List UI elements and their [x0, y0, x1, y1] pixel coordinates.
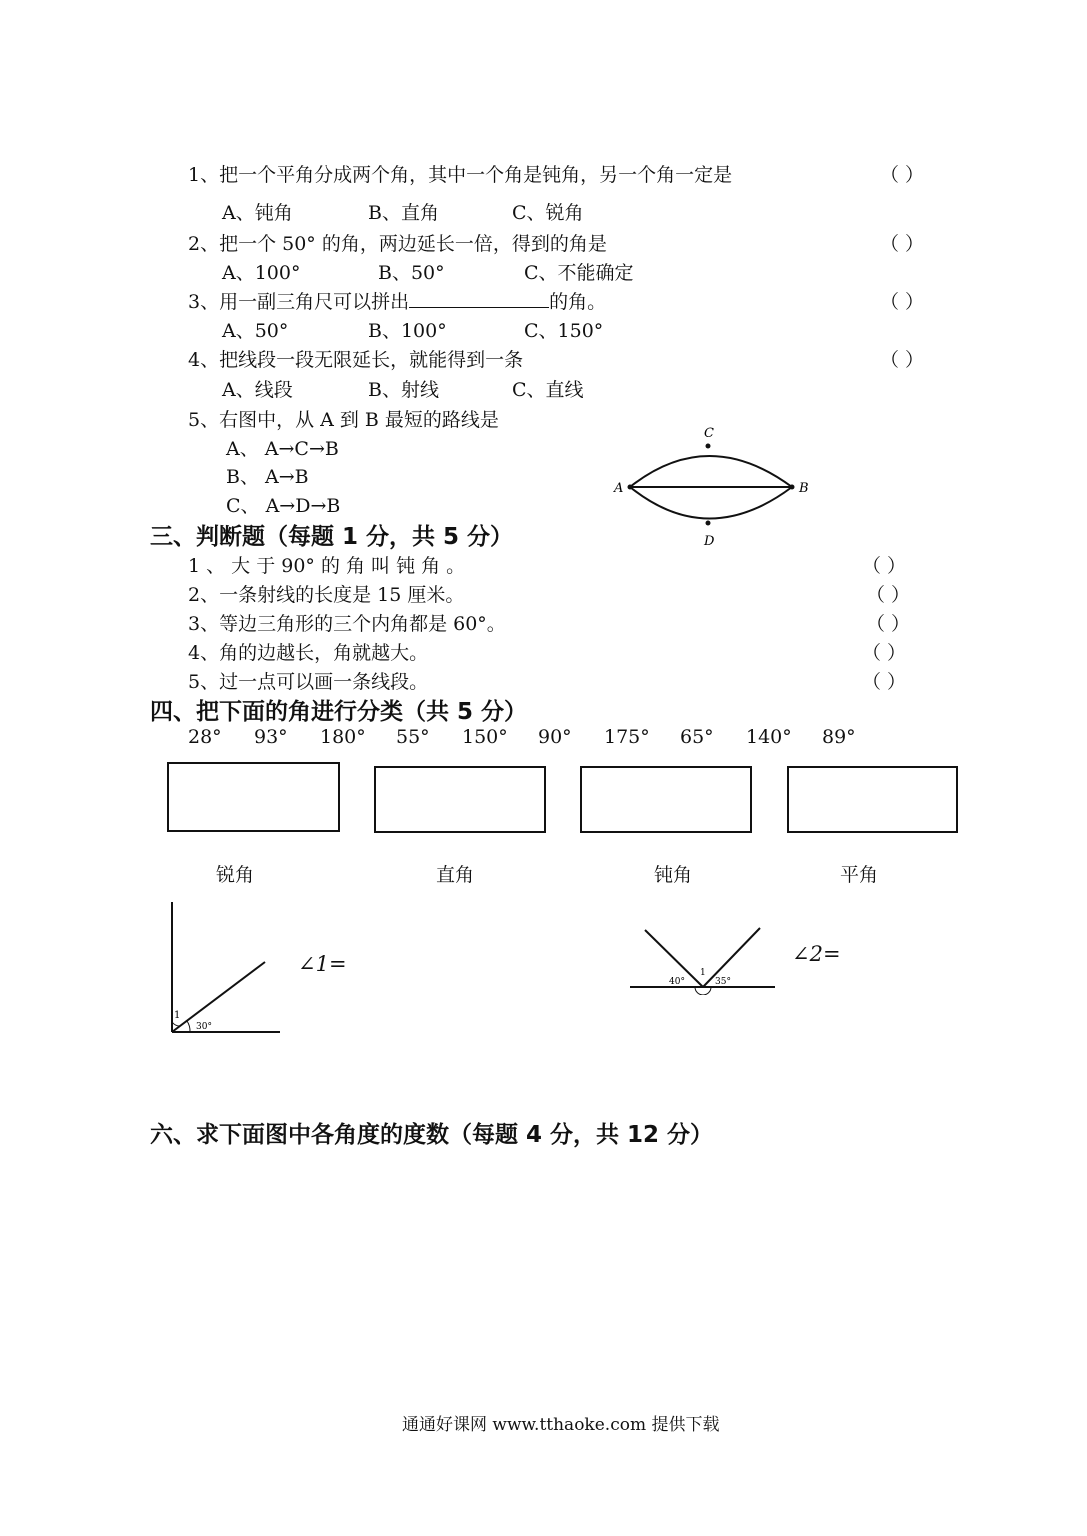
q1-option-b[interactable]: B、直角 [368, 202, 439, 224]
point-b [790, 485, 795, 490]
label-a: A [614, 481, 624, 496]
category-acute: 锐角 [216, 864, 255, 886]
angle-2-answer[interactable]: ∠2= [792, 942, 841, 966]
answer-paren-4[interactable]: （ ） [880, 349, 925, 371]
page-footer: 通通好课网 www.tthaoke.com 提供下载 [402, 1415, 720, 1435]
judge-paren-3[interactable]: （ ） [866, 613, 911, 635]
answer-blank[interactable] [409, 289, 549, 308]
classify-box-right[interactable] [374, 766, 546, 833]
route-figure [605, 415, 820, 550]
judge-paren-4[interactable]: （ ） [862, 642, 907, 664]
angle-value: 140° [746, 726, 792, 748]
angle-35-label: 35° [715, 977, 731, 987]
right-ray [703, 928, 760, 987]
angle-value: 93° [254, 726, 288, 748]
answer-paren-2[interactable]: （ ） [880, 233, 925, 255]
q3-option-c[interactable]: C、150° [524, 320, 604, 342]
angle-value: 89° [822, 726, 856, 748]
angle-1-label: 1 [174, 1010, 181, 1021]
angle-value: 28° [188, 726, 222, 748]
question-3-before: 3、用一副三角尺可以拼出 [188, 291, 410, 313]
q5-option-c[interactable]: C、 A→D→B [226, 495, 341, 517]
arc-adb [630, 487, 792, 519]
category-right: 直角 [436, 864, 475, 886]
angle-value: 180° [320, 726, 366, 748]
category-obtuse: 钝角 [654, 864, 693, 886]
question-3-after: 的角。 [549, 291, 607, 313]
angle-1-arc [172, 1022, 180, 1026]
judge-paren-1[interactable]: （ ） [862, 555, 907, 577]
q1-option-a[interactable]: A、钝角 [222, 202, 293, 224]
q2-option-c[interactable]: C、不能确定 [524, 262, 634, 284]
angle-value: 65° [680, 726, 714, 748]
point-d [706, 521, 711, 526]
q1-option-c[interactable]: C、锐角 [512, 202, 584, 224]
angle-value: 175° [604, 726, 650, 748]
angle-figure-2 [625, 920, 780, 995]
label-b: B [799, 481, 809, 496]
judge-paren-5[interactable]: （ ） [862, 671, 907, 693]
question-1: 1、把一个平角分成两个角，其中一个角是钝角，另一个角一定是 [188, 164, 733, 186]
classify-box-straight[interactable] [787, 766, 958, 833]
angle-value: 90° [538, 726, 572, 748]
angle-30-arc [187, 1021, 190, 1032]
diagonal-ray [172, 962, 265, 1032]
q3-option-b[interactable]: B、100° [368, 320, 447, 342]
angle-mid-label: 1 [700, 968, 706, 978]
angle-value: 55° [396, 726, 430, 748]
angle-figure-1 [160, 900, 300, 1040]
q5-option-b[interactable]: B、 A→B [226, 466, 309, 488]
point-a [628, 485, 633, 490]
section4-title: 四、把下面的角进行分类（共 5 分） [150, 699, 528, 725]
section6-title: 六、求下面图中各角度的度数（每题 4 分，共 12 分） [150, 1122, 714, 1148]
angle-value: 150° [462, 726, 508, 748]
section3-title: 三、判断题（每题 1 分，共 5 分） [150, 524, 514, 550]
category-straight: 平角 [840, 864, 879, 886]
angle-30-label: 30° [196, 1022, 212, 1032]
label-c: C [704, 426, 714, 441]
classify-box-acute[interactable] [167, 762, 340, 832]
answer-paren-3[interactable]: （ ） [880, 291, 925, 313]
q4-option-b[interactable]: B、射线 [368, 379, 439, 401]
q5-option-a[interactable]: A、 A→C→B [226, 438, 339, 460]
judge-item-3: 3、等边三角形的三个内角都是 60°。 [188, 613, 506, 635]
angle-2-arc [695, 987, 711, 995]
q3-option-a[interactable]: A、50° [222, 320, 289, 342]
angle-40-label: 40° [669, 977, 685, 987]
question-3 [188, 287, 606, 314]
question-2: 2、把一个 50° 的角，两边延长一倍，得到的角是 [188, 233, 607, 255]
judge-item-4: 4、角的边越长，角就越大。 [188, 642, 429, 664]
point-c [706, 444, 711, 449]
judge-item-1: 1 、 大 于 90° 的 角 叫 钝 角 。 [188, 555, 466, 577]
q2-option-b[interactable]: B、50° [378, 262, 445, 284]
judge-item-2: 2、一条射线的长度是 15 厘米。 [188, 584, 465, 606]
angle-1-answer[interactable]: ∠1= [298, 952, 347, 976]
judge-item-5: 5、过一点可以画一条线段。 [188, 671, 429, 693]
judge-paren-2[interactable]: （ ） [866, 584, 911, 606]
answer-paren-1[interactable]: （ ） [880, 164, 925, 186]
question-5: 5、右图中，从 A 到 B 最短的路线是 [188, 409, 499, 431]
classify-box-obtuse[interactable] [580, 766, 752, 833]
arc-acb [630, 456, 792, 487]
q2-option-a[interactable]: A、100° [222, 262, 301, 284]
q4-option-a[interactable]: A、线段 [222, 379, 293, 401]
label-d: D [704, 534, 715, 549]
question-4: 4、把线段一段无限延长，就能得到一条 [188, 349, 524, 371]
q4-option-c[interactable]: C、直线 [512, 379, 584, 401]
